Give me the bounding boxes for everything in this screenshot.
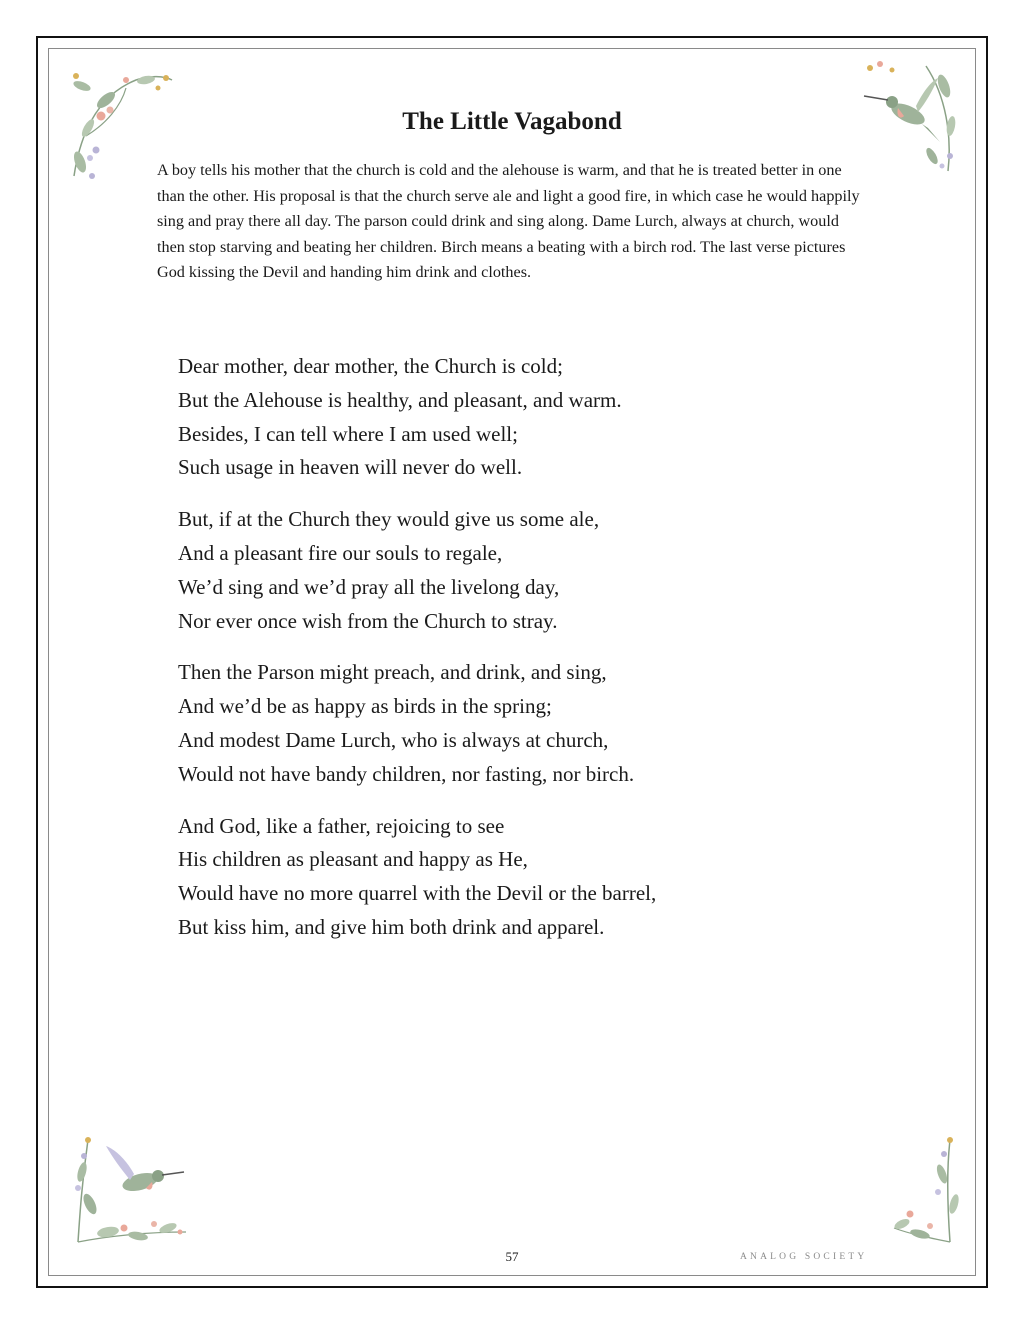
poem-line: And a pleasant fire our souls to regale, [178, 540, 503, 565]
page-title: The Little Vagabond [402, 108, 622, 135]
poem [178, 350, 818, 963]
stanza [178, 656, 818, 791]
poem-line: But, if at the Church they would give us some ale, [178, 507, 600, 532]
poem-line: Nor ever once wish from the Church to stray. [178, 608, 558, 633]
poem-line: Such usage in heaven will never do well. [178, 455, 523, 480]
poem-line: Would not have bandy children, nor fasting, nor birch. [178, 761, 635, 786]
poem-line: And modest Dame Lurch, who is always at church, [178, 727, 609, 752]
stanza [178, 350, 818, 485]
poem-line: Besides, I can tell where I am used well; [178, 421, 518, 446]
poem-line: Then the Parson might preach, and drink, and sing, [178, 660, 607, 685]
poem-line: But kiss him, and give him both drink and apparel. [178, 914, 605, 939]
poem-line: His children as pleasant and happy as He, [178, 847, 528, 872]
stanza [178, 810, 818, 945]
poem-line: And we’d be as happy as birds in the spring; [178, 694, 552, 719]
floral-sprig-icon [890, 1134, 960, 1246]
intro-paragraph: A boy tells his mother that the church is cold and the alehouse is warm, and that he is treated better in one than the other. His proposal is that the church serve ale and light a good fire, in which case he would happily sing and pray there all day. The parson could drink and sing along. Dame Lurch, always at church, would then stop starving and beating her children. Birch means a beating with a birch rod. The last verse pictures God kissing the Devil and handing him drink and clothes. [157, 161, 860, 282]
page-number: 57 [505, 1249, 519, 1264]
poem-line: Dear mother, dear mother, the Church is cold; [178, 354, 563, 378]
poem-line: And God, like a father, rejoicing to see [178, 813, 505, 838]
stanza [178, 503, 818, 638]
poem-line: But the Alehouse is healthy, and pleasant, and warm. [178, 387, 622, 412]
publisher-brand: ANALOG SOCIETY [740, 1252, 868, 1262]
hummingbird-floral-icon [68, 1132, 190, 1248]
poem-line: Would have no more quarrel with the Devil or the barrel, [178, 881, 657, 906]
poem-line: We’d sing and we’d pray all the livelong day, [178, 574, 560, 599]
